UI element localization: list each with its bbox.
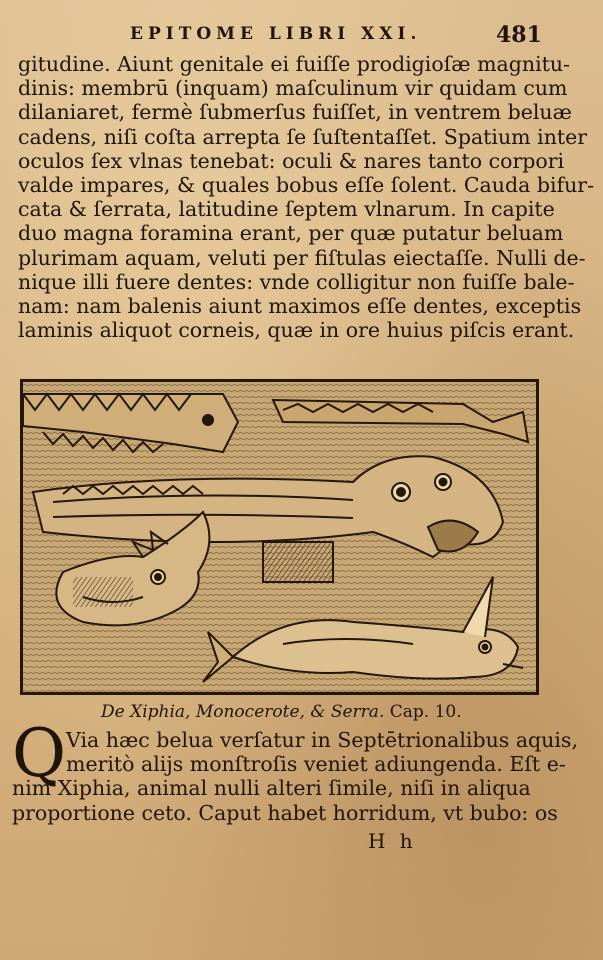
page-number: 481 <box>496 22 542 48</box>
text-line: nam: nam balenis aiunt maximos eſſe dentes, exceptis <box>18 293 582 318</box>
figure-caption <box>101 702 462 722</box>
sea-monsters-engraving <box>23 382 536 692</box>
text-line: valde impares, & quales bobus eſſe ſolent. Cauda bifur- <box>18 172 595 197</box>
text-line: gitudine. Aiunt genitale ei fuiſſe prodigioſæ magnitu- <box>18 52 570 76</box>
signature-mark: H h <box>368 829 417 853</box>
chapter-line: Via hæc belua verſatur in Septētrionalibus aquis, <box>66 728 578 752</box>
chapter-line: proportione ceto. Caput habet horridum, vt bubo: os <box>12 800 558 825</box>
text-line: cata & ſerrata, latitudine ſeptem vlnarum. In capite <box>18 197 555 222</box>
running-title: EPITOME LIBRI XXI. <box>130 24 422 44</box>
text-line: dilaniaret, fermè ſubmerſus fuiſſet, in ventrem beluæ <box>18 100 572 125</box>
chapter-line: meritò alijs monſtroſis veniet adiungenda. Eſt e- <box>66 752 566 777</box>
chapter-line: nim Xiphia, animal nulli alteri ſimile, niſi in aliqua <box>12 776 531 801</box>
woodcut-illustration <box>20 379 539 695</box>
chapter-text <box>12 728 578 825</box>
page-header <box>0 22 603 48</box>
text-line: dinis: membrū (inquam) maſculinum vir quidam cum <box>18 76 568 101</box>
text-line: laminis aliquot corneis, quæ in ore huius piſcis erant. <box>18 318 575 343</box>
body-text <box>18 52 595 343</box>
text-line: duo magna foramina erant, per quæ putatur beluam <box>18 221 564 246</box>
caption-title: De Xiphia, Monocerote, & Serra. <box>101 702 390 722</box>
drop-cap: Q <box>12 715 67 792</box>
text-line: oculos ſex vlnas tenebat: oculi & nares tanto corpori <box>18 148 565 173</box>
text-line: plurimam aquam, veluti per fiſtulas eiectaſſe. Nulli de- <box>18 245 586 270</box>
text-line: cadens, niſi coſta arrepta ſe ſuſtentaſſet. Spatium inter <box>18 124 588 149</box>
text-line: nique illi fuere dentes: vnde colligitur non fuiſſe bale- <box>18 269 575 294</box>
caption-chapter: Cap. 10. <box>389 702 462 722</box>
